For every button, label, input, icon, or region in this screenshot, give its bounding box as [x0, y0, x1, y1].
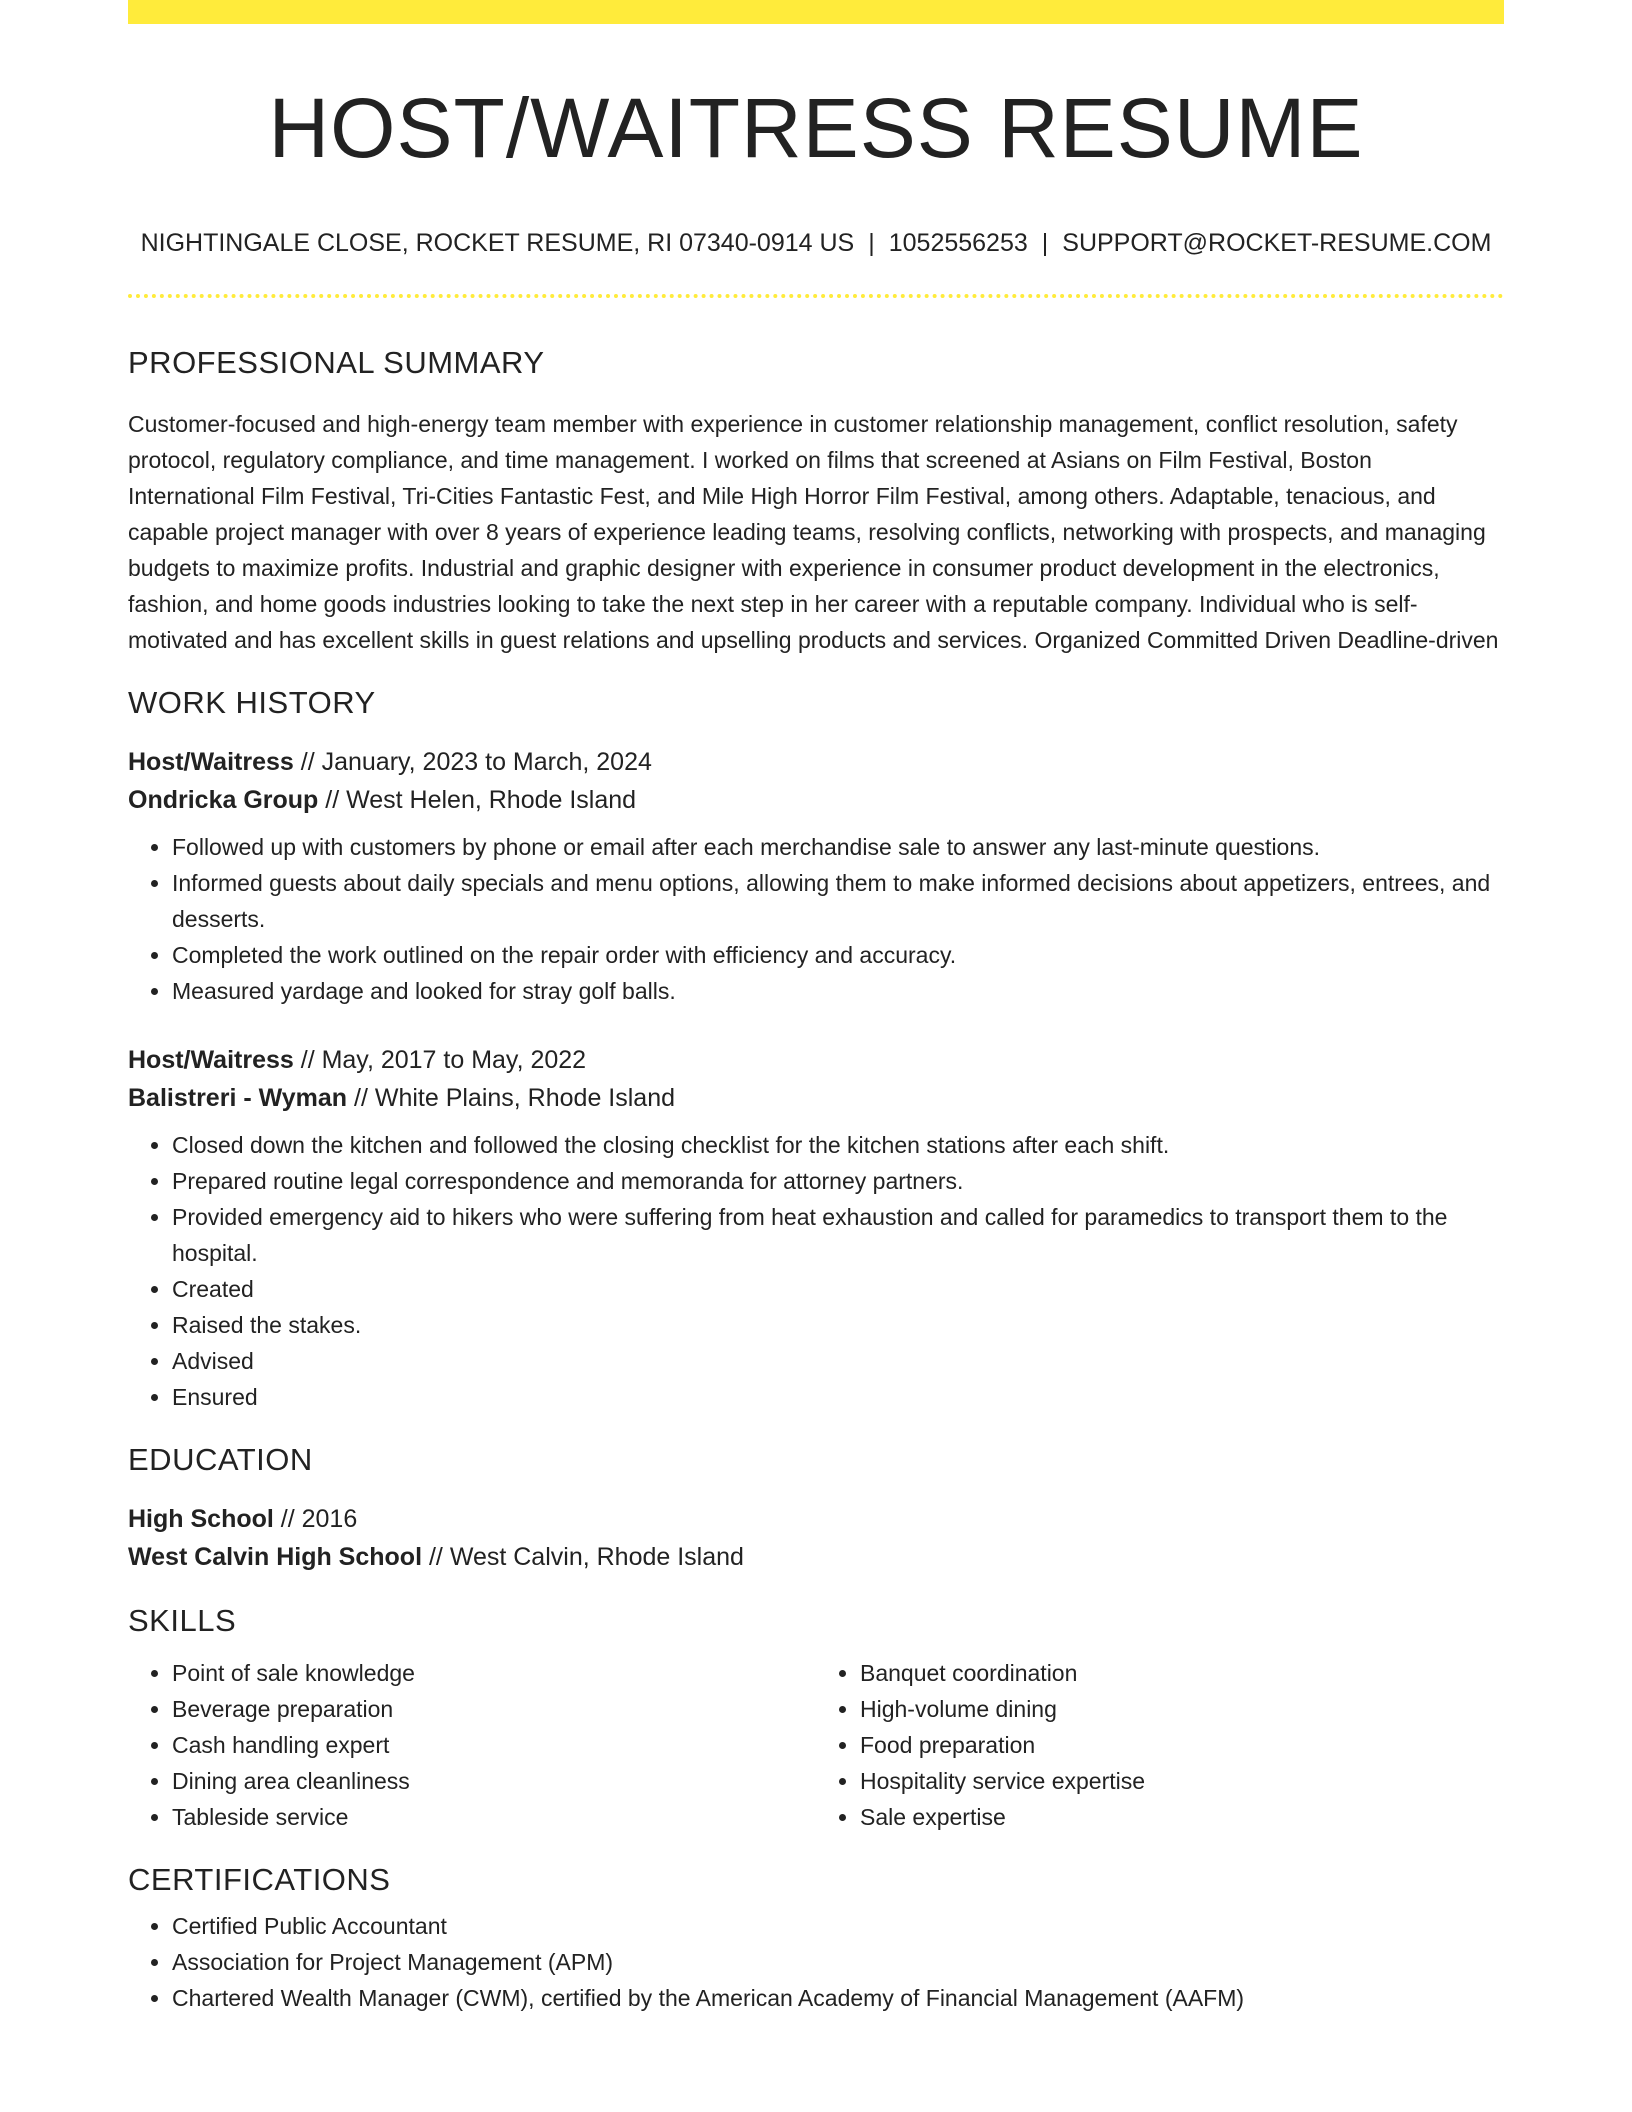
certifications-list [128, 1908, 1504, 2016]
job-title-line [128, 1041, 1504, 1079]
education-heading: EDUCATION [128, 1441, 313, 1477]
education-degree: High School [128, 1504, 274, 1533]
list-item: • Followed up with customers by phone or email after each merchandise sale to answer any last-minute questions. [172, 829, 1504, 865]
list-item: • Banquet coordination [860, 1655, 1504, 1691]
list-item: • Informed guests about daily specials and menu options, allowing them to make informed decisions about appetizers, entrees, and desserts. [172, 865, 1504, 937]
job-company: Balistreri - Wyman [128, 1083, 348, 1112]
job-title-line [128, 743, 1504, 781]
skills-list-right [816, 1655, 1504, 1835]
contact-separator: | [1041, 229, 1049, 258]
contact-address: NIGHTINGALE CLOSE, ROCKET RESUME, RI 07340-0914 US [140, 229, 855, 258]
page-title: HOST/WAITRESS RESUME [268, 81, 1364, 175]
list-item: • Dining area cleanliness [172, 1763, 816, 1799]
skills-columns [128, 1655, 1504, 1835]
list-item: • Chartered Wealth Manager (CWM), certified by the American Academy of Financial Management (AAFM) [172, 1980, 1504, 2016]
list-item: • Advised [172, 1343, 1504, 1379]
education-location: // West Calvin, Rhode Island [422, 1542, 744, 1571]
certifications-heading: CERTIFICATIONS [128, 1862, 391, 1898]
job-bullets [128, 1127, 1504, 1415]
list-item: • Beverage preparation [172, 1691, 816, 1727]
summary-text: Customer-focused and high-energy team member with experience in customer relationship management, conflict resolution, safety protocol, regulatory compliance, and time management. I worked on films that screened at Asians on Film Festival, Boston International Film Festival, Tri-Cities Fantastic Fest, and Mile High Horror Film Festival, among others. Adaptable, tenacious, and capable project manager with over 8 years of experience leading teams, resolving conflicts, networking with prospects, and managing budgets to maximize profits. Industrial and graphic designer with experience in consumer product development in the electronics, fashion, and home goods industries looking to take the next step in her career with a reputable company. Individual who is self-motivated and has excellent skills in guest relations and upselling products and services. Organized Committed Driven Deadline-driven [128, 410, 1499, 653]
education-year: // 2016 [273, 1504, 358, 1533]
job-entry [128, 743, 1504, 1009]
list-item: • High-volume dining [860, 1691, 1504, 1727]
job-company-line [128, 781, 1504, 819]
list-item: • Association for Project Management (APM) [172, 1944, 1504, 1980]
list-item: • Created [172, 1271, 1504, 1307]
dotted-divider [128, 294, 1504, 298]
list-item: • Completed the work outlined on the repair order with efficiency and accuracy. [172, 937, 1504, 973]
skills-list-left [128, 1655, 816, 1835]
list-item: • Cash handling expert [172, 1727, 816, 1763]
list-item: • Certified Public Accountant [172, 1908, 1504, 1944]
summary-heading: PROFESSIONAL SUMMARY [128, 345, 545, 381]
list-item: • Ensured [172, 1379, 1504, 1415]
resume-page [128, 0, 1504, 2016]
education-school-line [128, 1538, 1504, 1576]
job-location: // White Plains, Rhode Island [347, 1083, 676, 1112]
job-dates: // May, 2017 to May, 2022 [293, 1045, 587, 1074]
contact-separator: | [868, 229, 875, 258]
list-item: • Tableside service [172, 1799, 816, 1835]
list-item: • Food preparation [860, 1727, 1504, 1763]
job-title: Host/Waitress [128, 747, 294, 776]
job-bullets [128, 829, 1504, 1009]
contact-email: SUPPORT@ROCKET-RESUME.COM [1062, 229, 1492, 258]
list-item: • Sale expertise [860, 1799, 1504, 1835]
contact-line [128, 228, 1504, 258]
job-dates: // January, 2023 to March, 2024 [293, 747, 652, 776]
list-item: • Measured yardage and looked for stray golf balls. [172, 973, 1504, 1009]
job-entry [128, 1041, 1504, 1415]
education-school: West Calvin High School [128, 1542, 423, 1571]
list-item: • Hospitality service expertise [860, 1763, 1504, 1799]
job-company-line [128, 1079, 1504, 1117]
skills-heading: SKILLS [128, 1602, 237, 1638]
list-item: • Provided emergency aid to hikers who were suffering from heat exhaustion and called for paramedics to transport them to the hospital. [172, 1199, 1504, 1271]
list-item: • Prepared routine legal correspondence and memoranda for attorney partners. [172, 1163, 1504, 1199]
job-company: Ondricka Group [128, 785, 319, 814]
list-item: • Closed down the kitchen and followed the closing checklist for the kitchen stations after each shift. [172, 1127, 1504, 1163]
contact-phone: 1052556253 [888, 229, 1028, 258]
list-item: • Point of sale knowledge [172, 1655, 816, 1691]
list-item: • Raised the stakes. [172, 1307, 1504, 1343]
work-history-heading: WORK HISTORY [128, 684, 376, 720]
job-location: // West Helen, Rhode Island [318, 785, 637, 814]
top-accent-bar [128, 0, 1504, 24]
job-title: Host/Waitress [128, 1045, 294, 1074]
education-degree-line [128, 1500, 1504, 1538]
